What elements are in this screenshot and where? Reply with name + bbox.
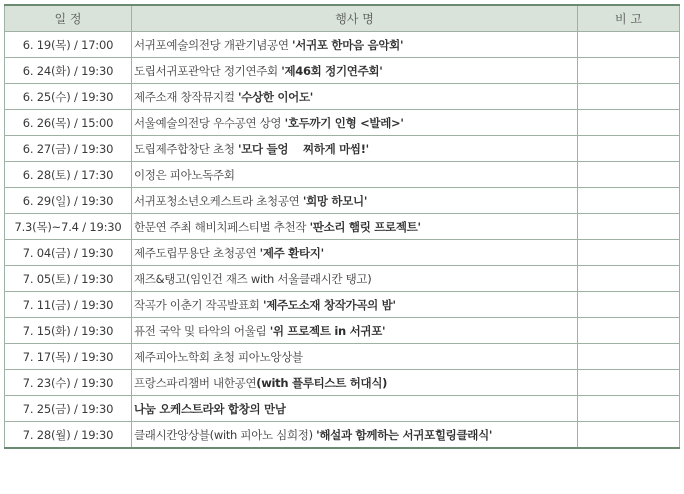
table-row — [5, 110, 680, 136]
table-row — [5, 240, 680, 266]
table-row — [5, 162, 680, 188]
row-date: 6. 28(토) / 17:30 — [5, 162, 132, 188]
row-note — [578, 266, 680, 292]
row-date: 7. 17(목) / 19:30 — [5, 344, 132, 370]
event-title: '서귀포 한마음 음악회' — [292, 37, 404, 52]
row-note — [578, 110, 680, 136]
event-title: '제46회 정기연주회' — [281, 63, 383, 78]
row-event — [132, 188, 578, 214]
table-row — [5, 396, 680, 422]
event-text: 재즈&탱고(임인건 재즈 with 서울클래시칸 탱고) — [134, 271, 372, 286]
row-date: 6. 27(금) / 19:30 — [5, 136, 132, 162]
event-title: '해설과 함께하는 서귀포힐링클래식' — [316, 427, 493, 442]
row-event — [132, 344, 578, 370]
event-text: 한문연 주최 해비치페스티벌 추천작 — [134, 219, 310, 234]
table-row — [5, 344, 680, 370]
row-event — [132, 240, 578, 266]
event-text: 서귀포청소년오케스트라 초청공연 — [134, 193, 303, 208]
row-date: 7. 11(금) / 19:30 — [5, 292, 132, 318]
event-title: 나눔 오케스트라와 합창의 만남 — [134, 401, 286, 416]
table-row — [5, 214, 680, 240]
table-row — [5, 32, 680, 58]
table-row — [5, 136, 680, 162]
event-text: 도립서귀포관악단 정기연주회 — [134, 63, 282, 78]
row-date: 7. 05(토) / 19:30 — [5, 266, 132, 292]
row-event — [132, 422, 578, 449]
row-note — [578, 422, 680, 449]
row-event — [132, 32, 578, 58]
schedule-table — [4, 4, 680, 449]
row-note — [578, 396, 680, 422]
table-row — [5, 292, 680, 318]
row-event — [132, 136, 578, 162]
event-text: 제주소재 창작뮤지컬 — [134, 89, 238, 104]
row-date: 7. 25(금) / 19:30 — [5, 396, 132, 422]
row-note — [578, 136, 680, 162]
row-event — [132, 370, 578, 396]
event-text: 제주도립무용단 초청공연 — [134, 245, 260, 260]
row-note — [578, 32, 680, 58]
row-event — [132, 110, 578, 136]
row-date: 7. 15(화) / 19:30 — [5, 318, 132, 344]
row-date: 6. 24(화) / 19:30 — [5, 58, 132, 84]
row-event — [132, 318, 578, 344]
table-row — [5, 58, 680, 84]
row-date: 6. 26(목) / 15:00 — [5, 110, 132, 136]
header-event: 행사 명 — [132, 5, 578, 32]
row-note — [578, 84, 680, 110]
row-date: 7.3(목)~7.4 / 19:30 — [5, 214, 132, 240]
event-title: '호두까기 인형 <발레>' — [284, 115, 404, 130]
row-note — [578, 188, 680, 214]
event-text: 이정은 피아노독주회 — [134, 167, 235, 182]
event-text: 제주피아노학회 초청 피아노앙상블 — [134, 349, 303, 364]
event-text: 서울예술의전당 우수공연 상영 — [134, 115, 285, 130]
row-event — [132, 84, 578, 110]
header-date: 일 정 — [5, 5, 132, 32]
event-text: 서귀포예술의전당 개관기념공연 — [134, 37, 293, 52]
row-event — [132, 162, 578, 188]
event-title: (with 플루티스트 허대식) — [256, 375, 388, 390]
row-date: 7. 28(월) / 19:30 — [5, 422, 132, 449]
table-row — [5, 266, 680, 292]
event-title: '제주도소재 창작가곡의 밤' — [262, 297, 396, 312]
row-date: 6. 29(일) / 19:30 — [5, 188, 132, 214]
schedule-body — [5, 32, 680, 449]
event-title: '수상한 이어도' — [238, 89, 313, 104]
table-row — [5, 318, 680, 344]
row-note — [578, 344, 680, 370]
table-row — [5, 84, 680, 110]
event-title: '희망 하모니' — [302, 193, 368, 208]
event-text: 도립제주합창단 초청 — [134, 141, 238, 156]
row-event — [132, 58, 578, 84]
row-event — [132, 292, 578, 318]
event-title: '제주 환타지' — [259, 245, 324, 260]
row-event — [132, 214, 578, 240]
table-row — [5, 188, 680, 214]
row-date: 6. 25(수) / 19:30 — [5, 84, 132, 110]
table-row — [5, 422, 680, 449]
event-title: '위 프로젝트 in 서귀포' — [269, 323, 386, 338]
table-header-row — [5, 5, 680, 32]
row-note — [578, 318, 680, 344]
row-date: 6. 19(목) / 17:00 — [5, 32, 132, 58]
row-note — [578, 58, 680, 84]
event-title: '판소리 햄릿 프로젝트' — [309, 219, 421, 234]
row-event — [132, 396, 578, 422]
row-date: 7. 23(수) / 19:30 — [5, 370, 132, 396]
table-row — [5, 370, 680, 396]
row-note — [578, 370, 680, 396]
header-note: 비 고 — [578, 5, 680, 32]
row-note — [578, 240, 680, 266]
event-text: 클래시칸앙상블(with 피아노 심희정) — [134, 427, 317, 442]
row-note — [578, 292, 680, 318]
event-text: 퓨전 국악 및 타악의 어울림 — [134, 323, 270, 338]
event-text: 프랑스파리챔버 내한공연 — [134, 375, 257, 390]
event-title: '모다 들엉 찌하게 마씸!' — [238, 141, 369, 156]
row-date: 7. 04(금) / 19:30 — [5, 240, 132, 266]
row-event — [132, 266, 578, 292]
row-note — [578, 214, 680, 240]
row-note — [578, 162, 680, 188]
event-text: 작곡가 이춘기 작곡발표회 — [134, 297, 263, 312]
